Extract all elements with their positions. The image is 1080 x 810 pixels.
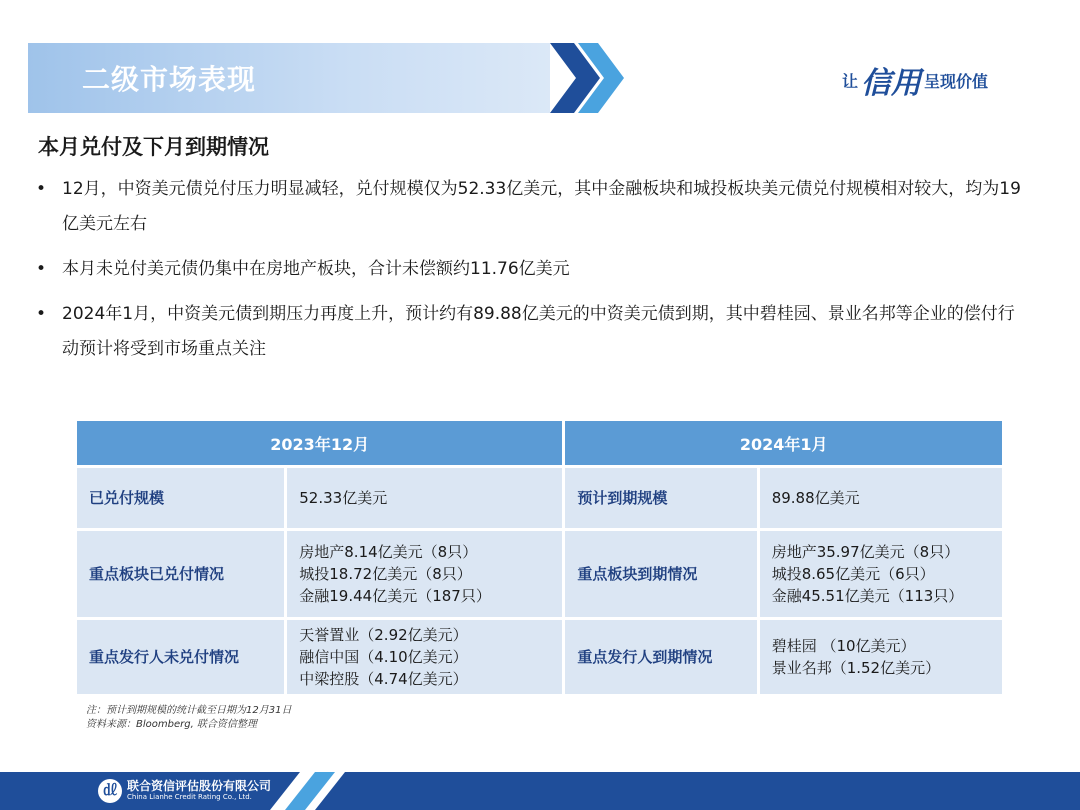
- slogan-post: 呈现价值: [924, 71, 989, 91]
- row-value: 89.88亿美元: [760, 468, 1002, 528]
- bullet-dot-icon: •: [36, 179, 47, 199]
- note-line: 注：预计到期规模的统计截至日期为12月31日: [86, 705, 292, 716]
- bullet-text: 12月，中资美元债兑付压力明显减轻，兑付规模仅为52.33亿美元，其中金融板块和城投板块美元债兑付规模相对较大，均为19亿美元左右: [62, 179, 1021, 234]
- bullet-dot-icon: •: [36, 304, 47, 324]
- bullet-text: 本月未兑付美元债仍集中在房地产板块，合计未偿额约11.76亿美元: [62, 259, 570, 279]
- table-row: [77, 468, 1002, 528]
- company-name-cn: 联合资信评估股份有限公司: [127, 779, 272, 793]
- row-value: 天誉置业（2.92亿美元） 融信中国（4.10亿美元） 中梁控股（4.74亿美元）: [287, 620, 562, 694]
- table-row: [77, 531, 1002, 617]
- source-line: 资料来源：Bloomberg, 联合资信整理: [86, 719, 257, 730]
- row-label: 重点板块已兑付情况: [77, 531, 284, 617]
- bullet-list: [34, 172, 1024, 377]
- bullet-dot-icon: •: [36, 259, 47, 279]
- slogan-emphasis: 信用: [861, 66, 922, 101]
- slogan-pre: 让: [842, 71, 859, 91]
- row-value: 碧桂园 （10亿美元） 景业名邦（1.52亿美元）: [760, 620, 1002, 694]
- chevron-right-icon: [540, 43, 630, 113]
- row-label: 重点发行人到期情况: [565, 620, 756, 694]
- notes: [86, 704, 291, 732]
- slogan: [842, 60, 988, 100]
- table-header-row: [77, 421, 1002, 465]
- maturity-table: [74, 418, 1005, 697]
- bullet-item: [34, 297, 1024, 367]
- row-value: 房地产35.97亿美元（8只） 城投8.65亿美元（6只） 金融45.51亿美元（113只）: [760, 531, 1002, 617]
- row-label: 预计到期规模: [565, 468, 756, 528]
- bullet-item: [34, 252, 1024, 287]
- row-label: 已兑付规模: [77, 468, 284, 528]
- page-title: 二级市场表现: [82, 63, 257, 96]
- table-row: [77, 620, 1002, 694]
- company-name-en: China Lianhe Credit Rating Co., Ltd.: [127, 793, 252, 801]
- bullet-item: [34, 172, 1024, 242]
- header-jan-2024: 2024年1月: [565, 421, 1002, 465]
- header-dec-2023: 2023年12月: [77, 421, 562, 465]
- bullet-text: 2024年1月，中资美元债到期压力再度上升，预计约有89.88亿美元的中资美元债到期，其中碧桂园、景业名邦等企业的偿付行动预计将受到市场重点关注: [62, 304, 1015, 359]
- row-value: 房地产8.14亿美元（8只） 城投18.72亿美元（8只） 金融19.44亿美元（187只）: [287, 531, 562, 617]
- section-title: 本月兑付及下月到期情况: [38, 135, 269, 159]
- row-label: 重点发行人未兑付情况: [77, 620, 284, 694]
- row-value: 52.33亿美元: [287, 468, 562, 528]
- company-logo-icon: ㎗: [98, 779, 122, 803]
- row-label: 重点板块到期情况: [565, 531, 756, 617]
